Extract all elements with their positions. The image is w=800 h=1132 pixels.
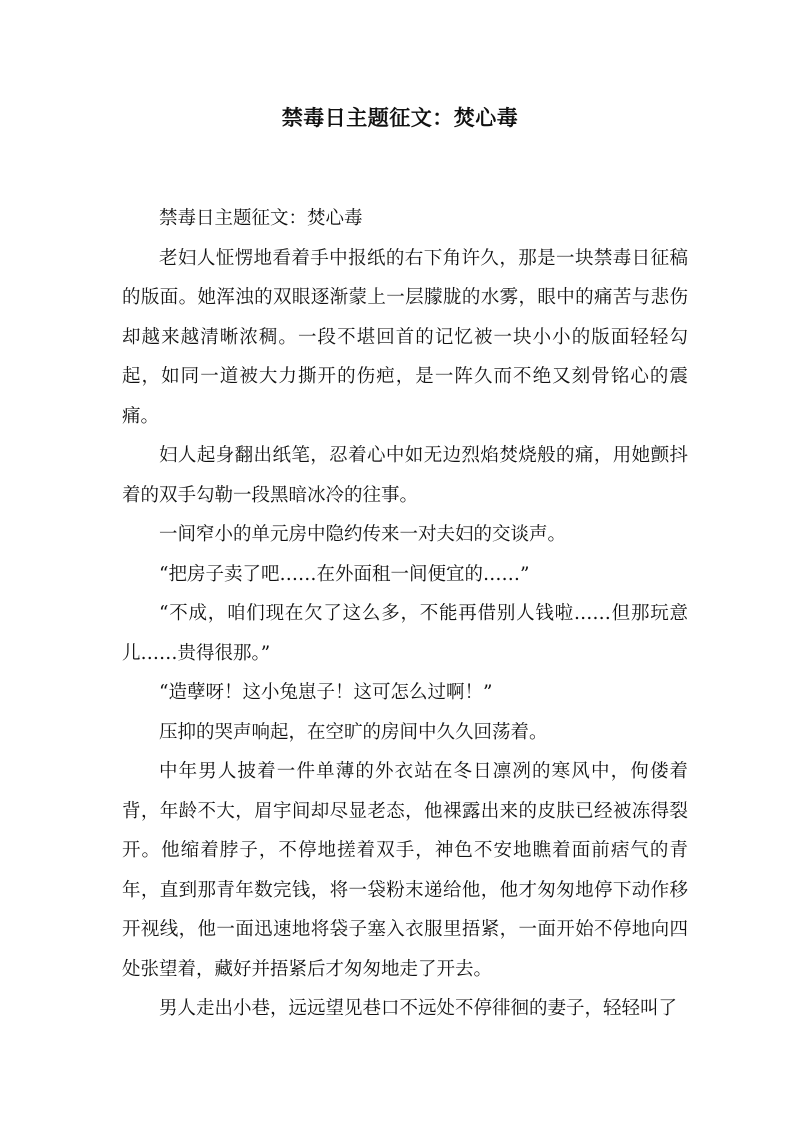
document-title: 禁毒日主题征文：焚心毒 <box>281 105 519 130</box>
paragraph: 妇人起身翻出纸笔，忍着心中如无边烈焰焚烧般的痛，用她颤抖着的双手勾勒一段黑暗冰冷的往事。 <box>122 445 688 506</box>
document-body <box>122 199 688 1029</box>
paragraph: 老妇人怔愣地看着手中报纸的右下角许久，那是一块禁毒日征稿的版面。她浑浊的双眼逐渐蒙上一层朦胧的水雾，眼中的痛苦与悲伤却越来越清晰浓稠。一段不堪回首的记忆被一块小小的版面轻轻勾起，如同一道被大力撕开的伤疤，是一阵久而不绝又刻骨铭心的震痛。 <box>122 247 688 427</box>
paragraph: 中年男人披着一件单薄的外衣站在冬日凛冽的寒风中，佝偻着背，年龄不大，眉宇间却尽显老态，他裸露出来的皮肤已经被冻得裂开。他缩着脖子，不停地搓着双手，神色不安地瞧着面前痞气的青年，直到那青年数完钱，将一袋粉末递给他，他才匆匆地停下动作移开视线，他一面迅速地将袋子塞入衣服里捂紧，一面开始不停地向四处张望着，藏好并捂紧后才匆匆地走了开去。 <box>122 761 688 980</box>
paragraph: 男人走出小巷，远远望见巷口不远处不停徘徊的妻子，轻轻叫了 <box>159 998 678 1019</box>
paragraph: 一间窄小的单元房中隐约传来一对夫妇的交谈声。 <box>159 524 567 545</box>
paragraph: “不成，咱们现在欠了这么多，不能再借别人钱啦……但那玩意儿……贵得很那。” <box>122 603 688 664</box>
paragraph: 禁毒日主题征文：焚心毒 <box>159 208 363 229</box>
paragraph: “造孽呀！这小兔崽子！这可怎么过啊！” <box>159 682 493 703</box>
paragraph: 压抑的哭声响起，在空旷的房间中久久回荡着。 <box>159 721 548 743</box>
paragraph: “把房子卖了吧……在外面租一间便宜的……” <box>159 563 530 585</box>
